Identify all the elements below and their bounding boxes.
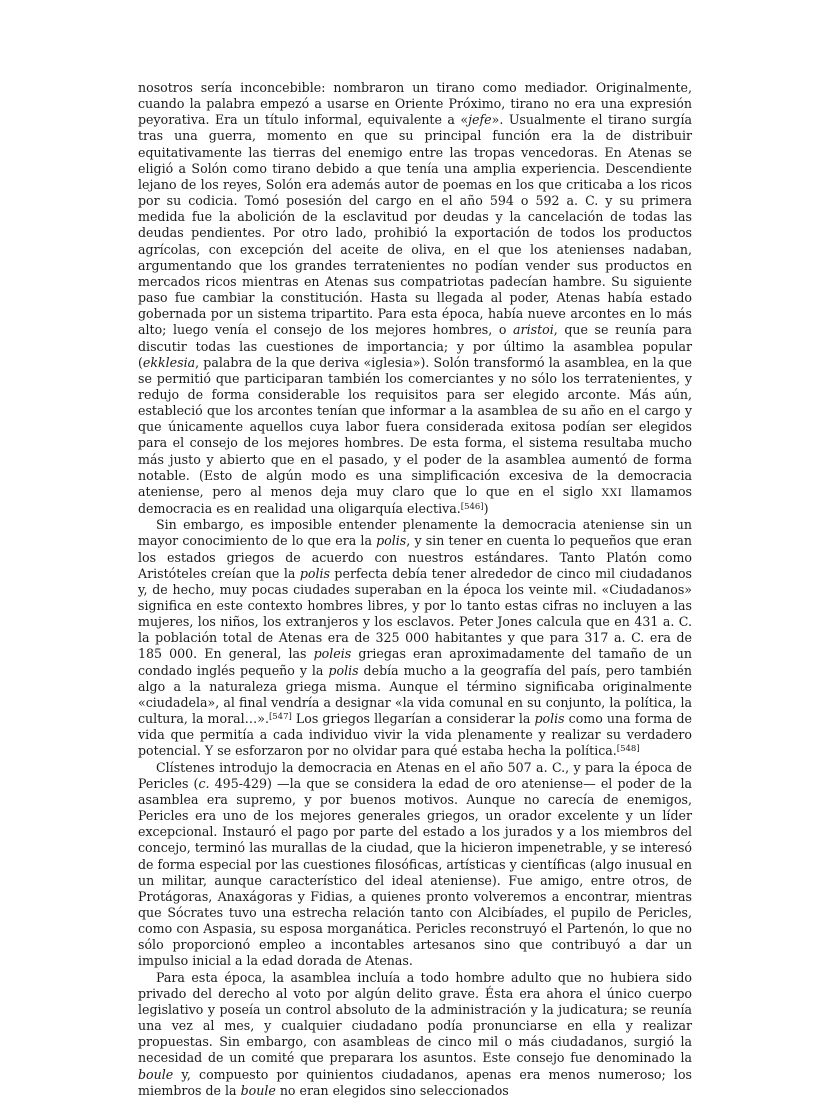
paragraph-4 (138, 970, 692, 1099)
text-run: griegas eran aproximadamente del tamaño de un condado inglés pequeño y la (138, 646, 692, 678)
footnote-ref[interactable]: [548] (616, 744, 640, 755)
text-run: perfecta debía tener alrededor de cinco mil ciudadanos y, de hecho, muy pocas ciudades superaban en la época los veinte mil. «Ciudadanos» significa en este contexto hombres libres, y por lo tanto estas cifras no incluyen a las mujeres, los niños, los extranjeros y los esclavos. Peter Jones calcula que en 431 a. C. la población total de Atenas era de 325 000 habitantes y que para 317 a. C. era de 185 000. En general, las (138, 565, 692, 662)
italic-term: poleis (313, 646, 352, 662)
text-run: Para esta época, la asamblea incluía a todo hombre adulto que no hubiera sido privado del derecho al voto por algún delito grave. Ésta era ahora el único cuerpo legislativo y poseía un control absoluto de la administración y la judicatura; se reunía una vez al mes, y cualquier ciudadano podía pronunciarse en ella y realizar propuestas. Sin embargo, con asambleas de cinco mil o más ciudadanos, surgió la necesidad de un comité que preparara los asuntos. Este consejo fue denominado la (138, 969, 692, 1066)
italic-term: jefe (468, 112, 492, 128)
italic-term: boule (240, 1082, 276, 1098)
text-run: , y sin tener en cuenta lo pequeños que eran los estados griegos de acuerdo con nuestros estándares. Tanto Platón como Aristóteles creían que la (138, 533, 692, 581)
italic-term: ekklesia (142, 354, 196, 370)
document-page (138, 80, 692, 1099)
text-run: Clístenes introdujo la democracia en Atenas en el año 507 a. C., y para la época de Pericles ( (138, 759, 692, 791)
italic-term: c. (198, 775, 210, 791)
italic-term: polis (299, 565, 330, 581)
text-run: 495-429) —la que se considera la edad de oro ateniense— el poder de la asamblea era supremo, y por buenos motivos. Aunque no carecía de enemigos, Pericles era uno de los mejores generales griegos, un orador excelente y un líder excepcional. Instauró el pago por parte del estado a los jurados y a los miembros del concejo, terminó las murallas de la ciudad, que la hicieron impenetrable, y se interesó de forma especial por las cuestiones filosóficas, artísticas y científicas (algo inusual en un militar, aunque característico del ideal ateniense). Fue amigo, entre otros, de Protágoras, Anaxágoras y Fidias, a quienes pronto volveremos a encontrar, mientras que Sócrates tuvo una estrecha relación tanto con Alcibíades, el pupilo de Pericles, como con Aspasia, su esposa morganática. Pericles reconstruyó el Partenón, lo que no sólo proporcionó empleo a incontables artesanos sino que contribuyó a dar un impulso inicial a la edad dorada de Atenas. (138, 775, 692, 969)
text-run: debía mucho a la geografía del país, pero también algo a la naturaleza griega misma. Aunque el término significaba originalmente «ciudadela», al final vendría a designar «la vida comunal en su conjunto, la política, la cultura, la moral…». (138, 662, 692, 727)
italic-term: polis (376, 533, 407, 549)
text-run: Sin embargo, es imposible entender plenamente la democracia ateniense sin un mayor conocimiento de lo que era la (138, 517, 692, 549)
text-run: no eran elegidos sino seleccionados (275, 1082, 509, 1098)
text-run: como una forma de vida que permitía a cada individuo vivir la vida plenamente y realizar su verdadero potencial. Y se esforzaron por no olvidar para qué estaba hecha la política. (138, 711, 692, 759)
text-run: , palabra de la que deriva «iglesia»). Solón transformó la asamblea, en la que se permitió que participaran también los comerciantes y no sólo los terratenientes, y redujo de forma considerable los requisitos para ser elegido arconte. Más aún, estableció que los arcontes tenían que informar a la asamblea de su año en el cargo y que únicamente aquellos cuya labor fuera considerada exitosa podían ser elegidos para el consejo de los mejores hombres. De esta forma, el sistema resultaba mucho más justo y abierto que en el pasado, y el poder de la asamblea aumentó de forma notable. (Esto de algún modo es una simplificación excesiva de la democracia ateniense, pero al menos deja muy claro que lo que en el siglo (138, 354, 692, 499)
footnote-ref[interactable]: [546] (460, 502, 484, 513)
text-run: ». Usualmente el tirano surgía tras una guerra, momento en que su principal función era la de distribuir equitativamente las tierras del enemigo entre las tropas vencedoras. En Atenas se eligió a Solón como tirano debido a que tenía una amplia experiencia. Descendiente lejano de los reyes, Solón era además autor de poemas en los que criticaba a los ricos por su codicia. Tomó posesión del cargo en el año 594 o 592 a. C. y su primera medida fue la abolición de la esclavitud por deudas y la cancelación de todas las deudas pendientes. Por otro lado, prohibió la exportación de todos los productos agrícolas, con excepción del aceite de oliva, en el que los atenienses nadaban, argumentando que los grandes terratenientes no podían vender sus productos en mercados ricos mientras en Atenas sus compatriotas padecían hambre. Su siguiente paso fue cambiar la constitución. Hasta su llegada al poder, Atenas había estado gobernada por un sistema tripartito. Para esta época, había nueve arcontes en lo más alto; luego venía el consejo de los mejores hombres, o (138, 112, 692, 338)
italic-term: polis (328, 662, 359, 678)
text-run: ) (483, 501, 489, 517)
text-run: nosotros sería inconcebible: nombraron un tirano como mediador. Originalmente, cuando la palabra empezó a usarse en Oriente Próximo, tirano no era una expresión peyorativa. Era un título informal, equivalente a « (138, 80, 692, 128)
italic-term: aristoi (513, 322, 554, 338)
footnote-ref[interactable]: [547] (268, 712, 292, 723)
italic-term: boule (138, 1066, 174, 1082)
paragraph-1 (138, 80, 692, 517)
paragraph-3 (138, 760, 692, 970)
italic-term: polis (534, 711, 565, 727)
text-run: Los griegos llegarían a considerar la (291, 711, 535, 727)
text-run: , que se reunía para discutir todas las cuestiones de importancia; y por último la asamblea popular ( (138, 322, 692, 370)
text-run: llamamos democracia es en realidad una oligarquía electiva. (138, 483, 692, 517)
century-numeral: XXI (601, 486, 623, 499)
paragraph-2 (138, 517, 692, 759)
text-run: y, compuesto por quinientos ciudadanos, apenas era menos numeroso; los miembros de la (138, 1066, 692, 1098)
